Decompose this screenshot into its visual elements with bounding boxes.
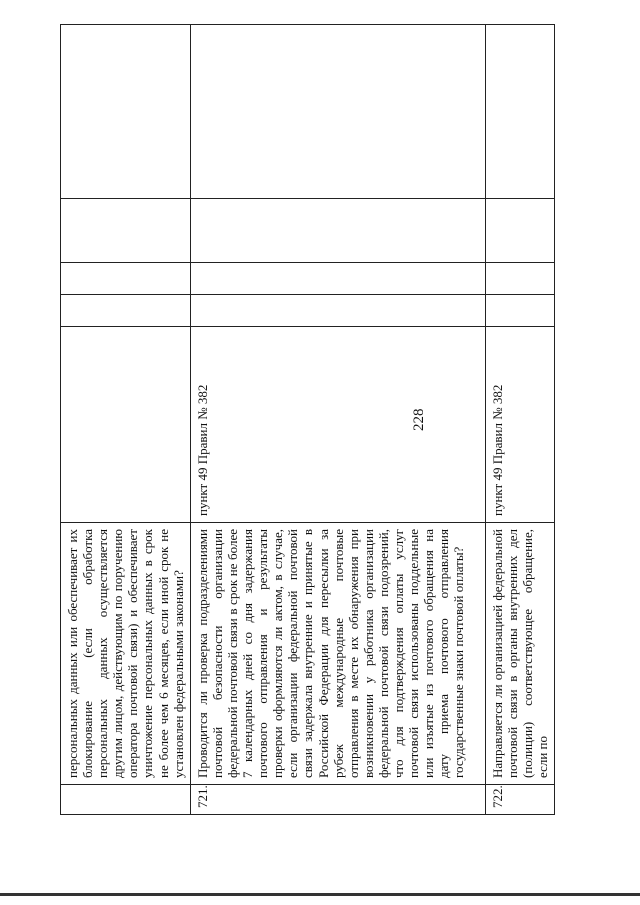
row-number-cell: 721. (190, 785, 485, 815)
reference-cell: пункт 49 Правил № 382 (190, 327, 485, 523)
checklist-table (60, 24, 555, 815)
answer-na-cell (61, 199, 191, 263)
question-cell: персональных данных или обеспечивает их блокирование (если обработка персональных данных осуществляется другим лицом, действующим по поручению оператора почтовой связи) и обеспечивает уничтожение персональных данных в срок не более чем 6 месяцев, если иной срок не установлен федеральными законами? (61, 523, 191, 785)
bottom-border (0, 893, 640, 896)
answer-yes-cell (190, 295, 485, 327)
answer-no-cell (61, 263, 191, 295)
question-cell: Направляется ли организацией федеральной почтовой связи в органы внутренних дел (полиции) соответствующее обращение, если по (485, 523, 554, 785)
notes-cell (485, 25, 554, 199)
notes-cell (61, 25, 191, 199)
answer-no-cell (485, 263, 554, 295)
answer-no-cell (190, 263, 485, 295)
table-row (61, 25, 191, 815)
question-cell: Проводится ли проверка подразделениями почтовой безопасности организации федеральной почтовой связи в срок не более 7 календарных дней со дня задержания почтового отправления и результаты проверки оформляются ли актом, в случае, если организации федеральной почтовой связи задержала внутренние и принятые в Российской Федерации для пересылки за рубеж международные почтовые отправления в месте их обнаружения при возникновении у работника организации федеральной почтовой связи подозрений, что для подтверждения оплаты услуг почтовой связи использованы поддельные или изъятые из почтового обращения на дату приема почтового отправления государственные знаки почтовой оплаты? (190, 523, 485, 785)
table-row (190, 25, 485, 815)
page-number: 228 (411, 408, 427, 431)
answer-na-cell (190, 199, 485, 263)
answer-yes-cell (61, 295, 191, 327)
notes-cell (190, 25, 485, 199)
answer-yes-cell (485, 295, 554, 327)
answer-na-cell (485, 199, 554, 263)
reference-cell (61, 327, 191, 523)
row-number-cell: 722. (485, 785, 554, 815)
reference-cell: пункт 49 Правил № 382 (485, 327, 554, 523)
row-number-cell (61, 785, 191, 815)
rotated-table-container (60, 25, 551, 815)
table-row (485, 25, 554, 815)
